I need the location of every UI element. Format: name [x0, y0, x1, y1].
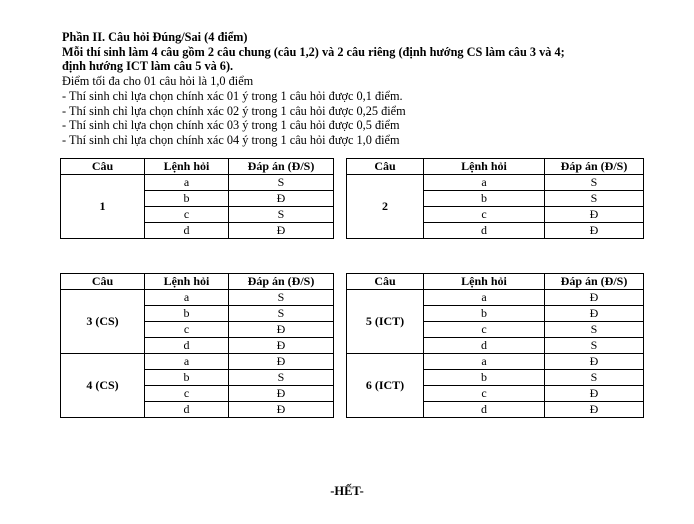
- col-header-dap-an: Đáp án (Đ/S): [545, 159, 644, 175]
- answer-cell: S: [229, 175, 334, 191]
- answer-cell: Đ: [545, 290, 644, 306]
- answer-cell: S: [545, 370, 644, 386]
- answer-cell: Đ: [545, 402, 644, 418]
- end-marker: -HẾT-: [330, 484, 364, 498]
- answer-cell: S: [229, 370, 334, 386]
- col-header-cau: Câu: [61, 159, 145, 175]
- sub-question: a: [145, 354, 229, 370]
- sub-question: a: [424, 175, 545, 191]
- sub-question: b: [145, 191, 229, 207]
- section-header: [62, 30, 662, 148]
- col-header-cau: Câu: [61, 274, 145, 290]
- answer-cell: S: [545, 191, 644, 207]
- answer-cell: S: [229, 306, 334, 322]
- col-header-lenh-hoi: Lệnh hỏi: [424, 159, 545, 175]
- col-header-lenh-hoi: Lệnh hỏi: [424, 274, 545, 290]
- answer-cell: Đ: [545, 223, 644, 239]
- sub-question: c: [145, 386, 229, 402]
- scoring-rule-1: - Thí sinh chỉ lựa chọn chính xác 01 ý trong 1 câu hỏi được 0,1 điểm.: [62, 88, 403, 103]
- sub-question: a: [424, 354, 545, 370]
- answer-cell: Đ: [229, 354, 334, 370]
- question-number: 6 (ICT): [347, 354, 424, 418]
- section-title: Phần II. Câu hỏi Đúng/Sai (4 điểm): [62, 30, 248, 44]
- answer-cell: Đ: [229, 402, 334, 418]
- answer-cell: Đ: [545, 354, 644, 370]
- question-number: 2: [347, 175, 424, 239]
- sub-question: a: [145, 290, 229, 306]
- table-header-row: [61, 274, 644, 290]
- question-number: 3 (CS): [61, 290, 145, 354]
- col-header-lenh-hoi: Lệnh hỏi: [145, 159, 229, 175]
- col-header-lenh-hoi: Lệnh hỏi: [145, 274, 229, 290]
- sub-question: b: [424, 306, 545, 322]
- answer-cell: Đ: [545, 386, 644, 402]
- col-header-dap-an: Đáp án (Đ/S): [229, 159, 334, 175]
- sub-question: d: [424, 402, 545, 418]
- column-gap: [334, 175, 347, 239]
- answer-cell: Đ: [545, 306, 644, 322]
- table-row: [61, 354, 644, 370]
- col-header-cau: Câu: [347, 274, 424, 290]
- question-number: 4 (CS): [61, 354, 145, 418]
- instruction-line-2: định hướng ICT làm câu 5 và 6).: [62, 59, 234, 74]
- col-header-dap-an: Đáp án (Đ/S): [545, 274, 644, 290]
- answer-table-common: [60, 158, 644, 239]
- sub-question: a: [145, 175, 229, 191]
- scoring-rule-3: - Thí sinh chỉ lựa chọn chính xác 03 ý trong 1 câu hỏi được 0,5 điểm: [62, 118, 400, 133]
- sub-question: a: [424, 290, 545, 306]
- column-gap: [334, 159, 347, 175]
- col-header-cau: Câu: [347, 159, 424, 175]
- sub-question: b: [145, 370, 229, 386]
- answer-cell: Đ: [229, 386, 334, 402]
- sub-question: c: [424, 386, 545, 402]
- question-number: 1: [61, 175, 145, 239]
- answer-cell: S: [545, 175, 644, 191]
- answer-table-elective: [60, 273, 644, 418]
- answer-cell: S: [545, 322, 644, 338]
- sub-question: d: [145, 223, 229, 239]
- column-gap: [334, 290, 347, 418]
- sub-question: d: [424, 338, 545, 354]
- sub-question: d: [145, 338, 229, 354]
- sub-question: b: [424, 370, 545, 386]
- sub-question: b: [424, 191, 545, 207]
- sub-question: d: [145, 402, 229, 418]
- sub-question: c: [145, 207, 229, 223]
- answer-cell: Đ: [229, 322, 334, 338]
- table-header-row: [61, 159, 644, 175]
- scoring-rule-2: - Thí sinh chỉ lựa chọn chính xác 02 ý trong 1 câu hỏi được 0,25 điểm: [62, 103, 406, 118]
- sub-question: c: [424, 207, 545, 223]
- table-row: [61, 290, 644, 306]
- answer-cell: S: [545, 338, 644, 354]
- sub-question: b: [145, 306, 229, 322]
- scoring-rule-4: - Thí sinh chỉ lựa chọn chính xác 04 ý trong 1 câu hỏi được 1,0 điểm: [62, 132, 400, 147]
- instruction-line-1: Mỗi thí sinh làm 4 câu gồm 2 câu chung (câu 1,2) và 2 câu riêng (định hướng CS làm câu 3 và 4;: [62, 44, 565, 59]
- sub-question: c: [424, 322, 545, 338]
- sub-question: d: [424, 223, 545, 239]
- answer-cell: Đ: [229, 223, 334, 239]
- answer-cell: S: [229, 207, 334, 223]
- answer-cell: S: [229, 290, 334, 306]
- column-gap: [334, 274, 347, 290]
- table-row: [61, 175, 644, 191]
- col-header-dap-an: Đáp án (Đ/S): [229, 274, 334, 290]
- question-number: 5 (ICT): [347, 290, 424, 354]
- answer-cell: Đ: [545, 207, 644, 223]
- answer-cell: Đ: [229, 191, 334, 207]
- answer-cell: Đ: [229, 338, 334, 354]
- max-score-note: Điểm tối đa cho 01 câu hỏi là 1,0 điểm: [62, 74, 254, 89]
- sub-question: c: [145, 322, 229, 338]
